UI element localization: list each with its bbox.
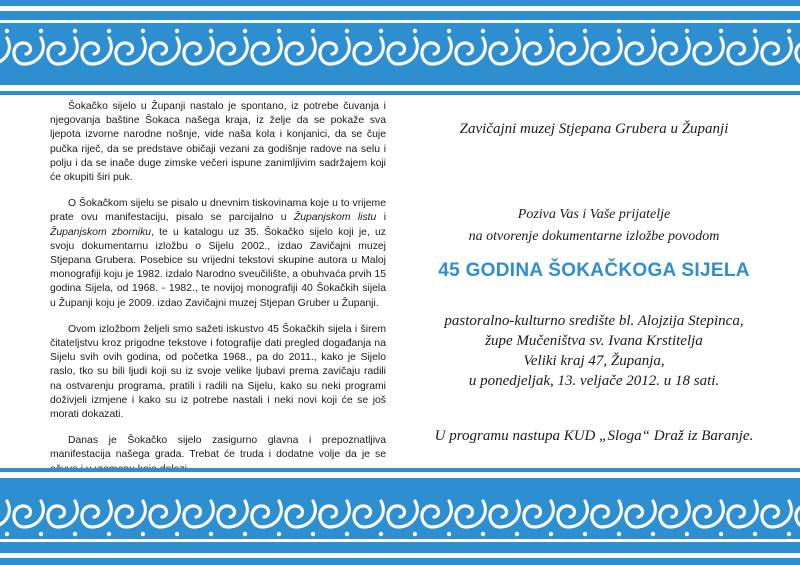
paragraph-text: i	[376, 212, 386, 224]
paragraph-text: Ovom izložbom željeli smo sažeti iskustvo 45 Šokačkih sijela i širem čitateljstvu kroz prigodne tekstove i fotografije dati pregled događanja na Sijelu svih ovih godina, od početka 1968., pa do 2011., kako je Sijelo raslo, tko su bili ljudi koji su iz svoje velike ljubavi prema zavičaju radili na ostvarenju programa, pratili i radili na Sijelu, kako su neki programi doživjeli izmjene i kako su iz potrebe nastali i neki novi koji će se još morati dokazati.	[50, 323, 386, 421]
paragraph-text: Šokačko sijelo u Županji nastalo je spontano, iz potrebe čuvanja i njegovanja baštine Šokaca našega kraja, iz želje da se pokaže sva ljepota izvorne narodne nošnje, vide naša kola i konjanici, da se čuje pučka riječ, da se predstave običaji vezani za godišnje radove na selu i polju i da se inače duge zimske večeri ispune zanimljivim sadržajem koji će okupiti širi puk.	[50, 101, 386, 184]
invite-line: Poziva Vas i Vaše prijatelje	[517, 207, 671, 222]
paragraph	[50, 323, 386, 422]
date-line: u ponedjeljak, 13. veljače 2012. u 18 sati.	[468, 373, 720, 389]
paragraph-text: , te u katalogu uz 35. Šokačko sijelo koji je, uz svoju dokumentarnu izložbu o Sijelu 2002., izdao Zavičajni muzej Stjepana Grubera. Posebice su vrijedni tekstovi skupine autora u Maloj monografiji koju je 1982. izdalo Narodno sveučilište, a obuhvaća prvih 15 godina Sijela, od 1968. - 1982., te novijoj monografiji 40 Šokačkih sijela u Županji koju je 2009. izdao Zavičajni muzej Stjepan Gruber u Županji.	[50, 226, 386, 309]
italic-text: Županjskom zborniku	[50, 226, 152, 238]
paragraph	[50, 197, 386, 311]
paragraph-text: O Šokačkom sijelu se pisalo u dnevnim tiskovinama koje u to vrijeme prate ovu manifestaciju, pisalo se parcijalno u	[50, 198, 386, 224]
program-note: U programu nastupa KUD „Sloga“ Draž iz Baranje.	[434, 428, 754, 444]
italic-text: Županjskom listu	[293, 212, 377, 224]
invitation-text	[408, 204, 780, 248]
bottom-ornament-band	[0, 468, 800, 565]
history-text-column	[50, 100, 386, 489]
venue-line: pastoralno-kulturno središte bl. Alojzija Stepinca,	[444, 313, 744, 329]
venue-line: Veliki kraj 47, Županja,	[523, 353, 665, 369]
venue-details	[408, 311, 780, 391]
paragraph-text: Danas je Šokačko sijelo zasigurno glavna i prepoznatljiva manifestacija našega grada. Trebat će truda i dodatne volje da je se	[50, 435, 386, 461]
invite-line: na otvorenje dokumentarne izložbe povodom	[468, 229, 720, 244]
museum-name: Zavičajni muzej Stjepana Grubera u Županji	[459, 121, 729, 137]
swirl-ornament	[0, 468, 800, 565]
top-ornament-band	[0, 0, 800, 95]
exhibition-headline: 45 GODINA ŠOKAČKOGA SIJELA	[438, 260, 750, 281]
venue-line: župe Mučeništva sv. Ivana Krstitelja	[485, 333, 703, 349]
paragraph	[50, 100, 386, 185]
swirl-ornament	[0, 0, 800, 95]
